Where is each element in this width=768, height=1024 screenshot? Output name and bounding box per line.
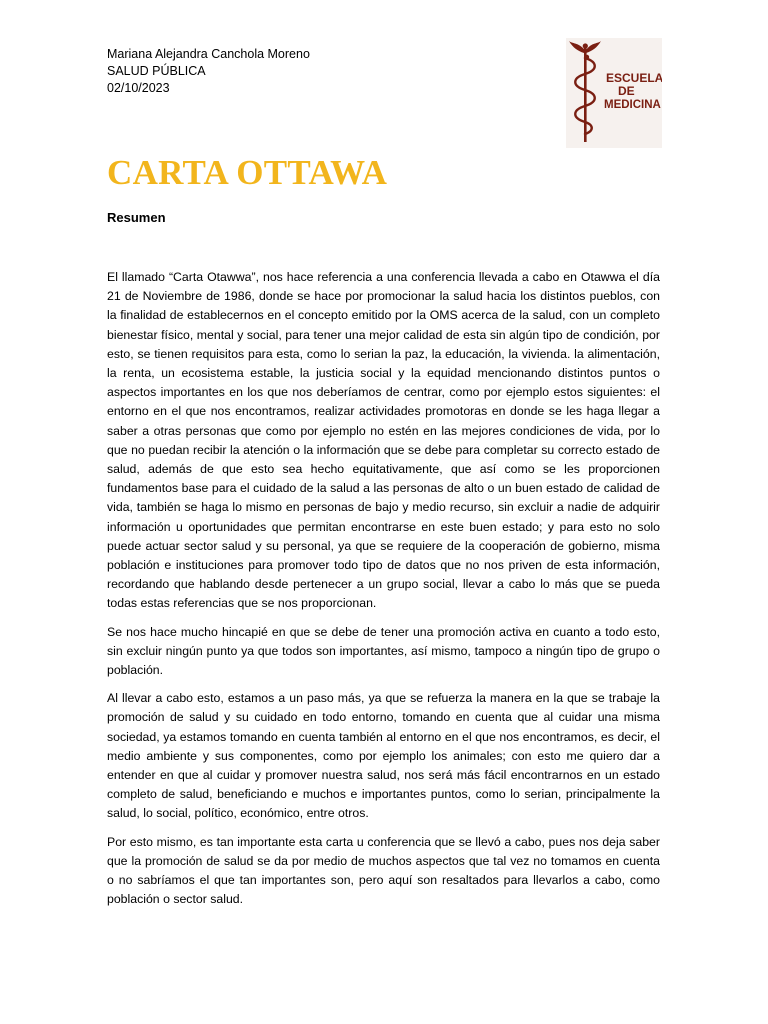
- school-logo: [566, 38, 662, 148]
- svg-text:ESCUELA: ESCUELA: [606, 71, 662, 85]
- document-body: [107, 268, 660, 919]
- author-name: Mariana Alejandra Canchola Moreno: [107, 47, 310, 61]
- document-date: 02/10/2023: [107, 81, 170, 95]
- document-title: CARTA OTTAWA: [107, 153, 388, 192]
- paragraph: Al llevar a cabo esto, estamos a un paso más, ya que se refuerza la manera en la que se trabaje la promoción de salud y su cuidado en todo entorno, tomando en cuenta que al cuidar una misma sociedad, ya estamos tomando en cuenta también al entorno en el que nos encontramos, es decir, el medio ambiente y sus componentes, como por ejemplo los animales; con esto me quiero dar a entender en que al cuidar y promover nuestra salud, nos será más fácil encontrarnos en un estado completo de salud, beneficiando e muchos e importantes puntos, como lo serian, principalmente la salud, lo social, político, económico, entre otros.: [107, 691, 660, 821]
- section-heading: Resumen: [107, 210, 166, 225]
- paragraph: El llamado “Carta Otawwa”, nos hace referencia a una conferencia llevada a cabo en Otawwa el día 21 de Noviembre de 1986, donde se hace por promocionar la salud hacia los distintos pueblos, con la finalidad de establecernos en el concepto emitido por la OMS acerca de la salud, con un completo bienestar físico, mental y social, para tener una mejor calidad de esta sin algún tipo de condición, por esto, se tienen requisitos para esta, como lo serian la paz, la educación, la vivienda. la alimentación, la renta, un ecosistema estable, la justicia social y la equidad mencionando distintos puntos o aspectos importantes en los que nos deberíamos de centrar, como por ejemplo estos siguientes: el entorno en el que nos encontramos, realizar actividades promotoras en donde se les haga llegar a saber a otras personas que como por ejemplo no estén en las mejores condiciones de vida, por lo que no puedan recibir la atención o la información que se debe para completar su correcto estado de salud, además de que esto sea hecho equitativamente, que así como se les proporcionen fundamentos base para el cuidado de la salud a las personas de alto o un buen estado de calidad de vida, también se haga lo mismo en personas de bajo y medio recurso, sin excluir a nadie de adquirir información u oportunidades que permitan encontrarse en este buen estado; y para esto no solo puede actuar sector salud y su personal, ya que se requiere de la cooperación de gobierno, misma población e instituciones para promover todo tipo de datos que no nos priven de esta información, recordando que hablando desde pertenecer a un grupo social, llevar a cabo lo más que se pueda todas estas referencias que se nos proporcionan.: [107, 270, 660, 611]
- subject-name: SALUD PÚBLICA: [107, 64, 206, 78]
- svg-text:DE: DE: [618, 84, 635, 98]
- svg-text:MEDICINA: MEDICINA: [604, 99, 661, 111]
- paragraph: Por esto mismo, es tan importante esta carta u conferencia que se llevó a cabo, pues nos deja saber que la promoción de salud se da por medio de muchos aspectos que tal vez no tomamos en cuenta o no sabríamos el que tan importantes son, pero aquí son resaltados para llevarlos a cabo, como población o sector salud.: [107, 834, 660, 907]
- document-header: [107, 46, 310, 97]
- paragraph: Se nos hace mucho hincapié en que se debe de tener una promoción activa en cuanto a todo esto, sin excluir ningún punto ya que todos son importantes, así mismo, tampoco a ningún tipo de grupo o población.: [107, 624, 660, 678]
- caduceus-logo-icon: [566, 38, 662, 148]
